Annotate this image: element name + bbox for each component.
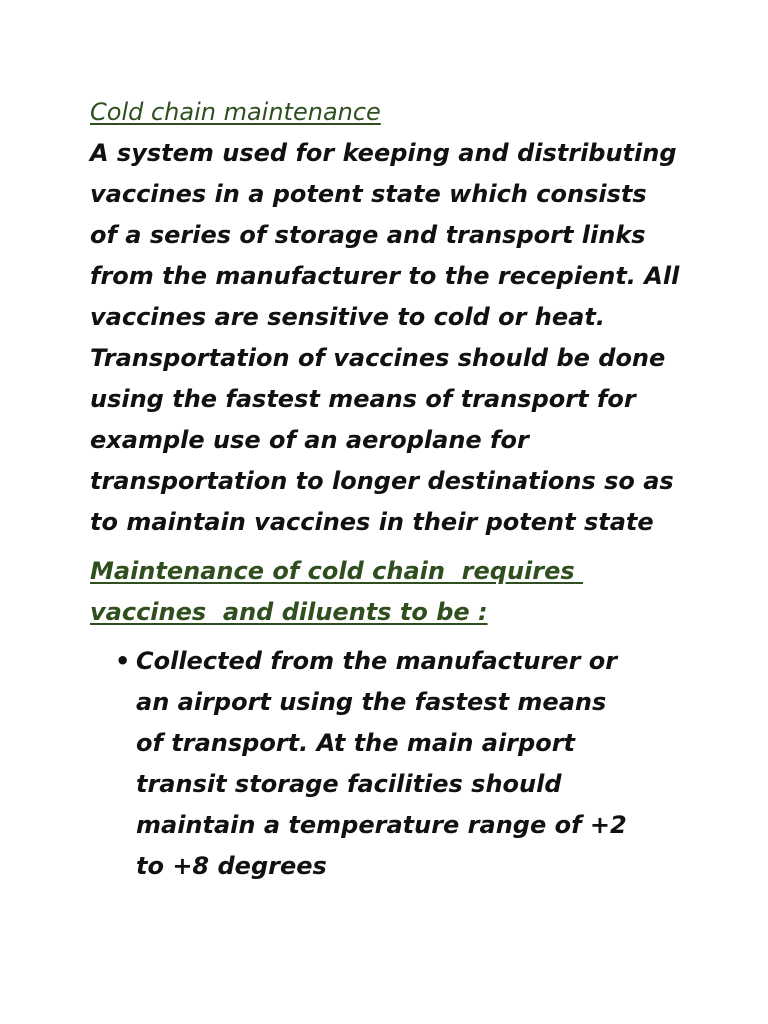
bullet-icon: • (115, 647, 131, 675)
list-item (90, 641, 636, 887)
bullet-list (90, 641, 690, 887)
bullet-text: Collected from the manufacturer or an airport using the fastest means of transport. At the main airport transit storage facilities should maintain a temperature range of +2 to +8 degrees (136, 647, 627, 880)
intro-paragraph: A system used for keeping and distributing vaccines in a potent state which consists of a series of storage and transport links from the manufacturer to the recepient. All vaccines are sensitive to cold or heat. Transportation of vaccines should be done using the fastest means of transport for example use of an aeroplane for transportation to longer destinations so as to maintain vaccines in their potent state (90, 139, 680, 536)
document-title: Cold chain maintenance (90, 98, 381, 126)
document-page (90, 92, 690, 887)
section-subheading: Maintenance of cold chain requires vaccines and diluents to be : (90, 557, 584, 626)
